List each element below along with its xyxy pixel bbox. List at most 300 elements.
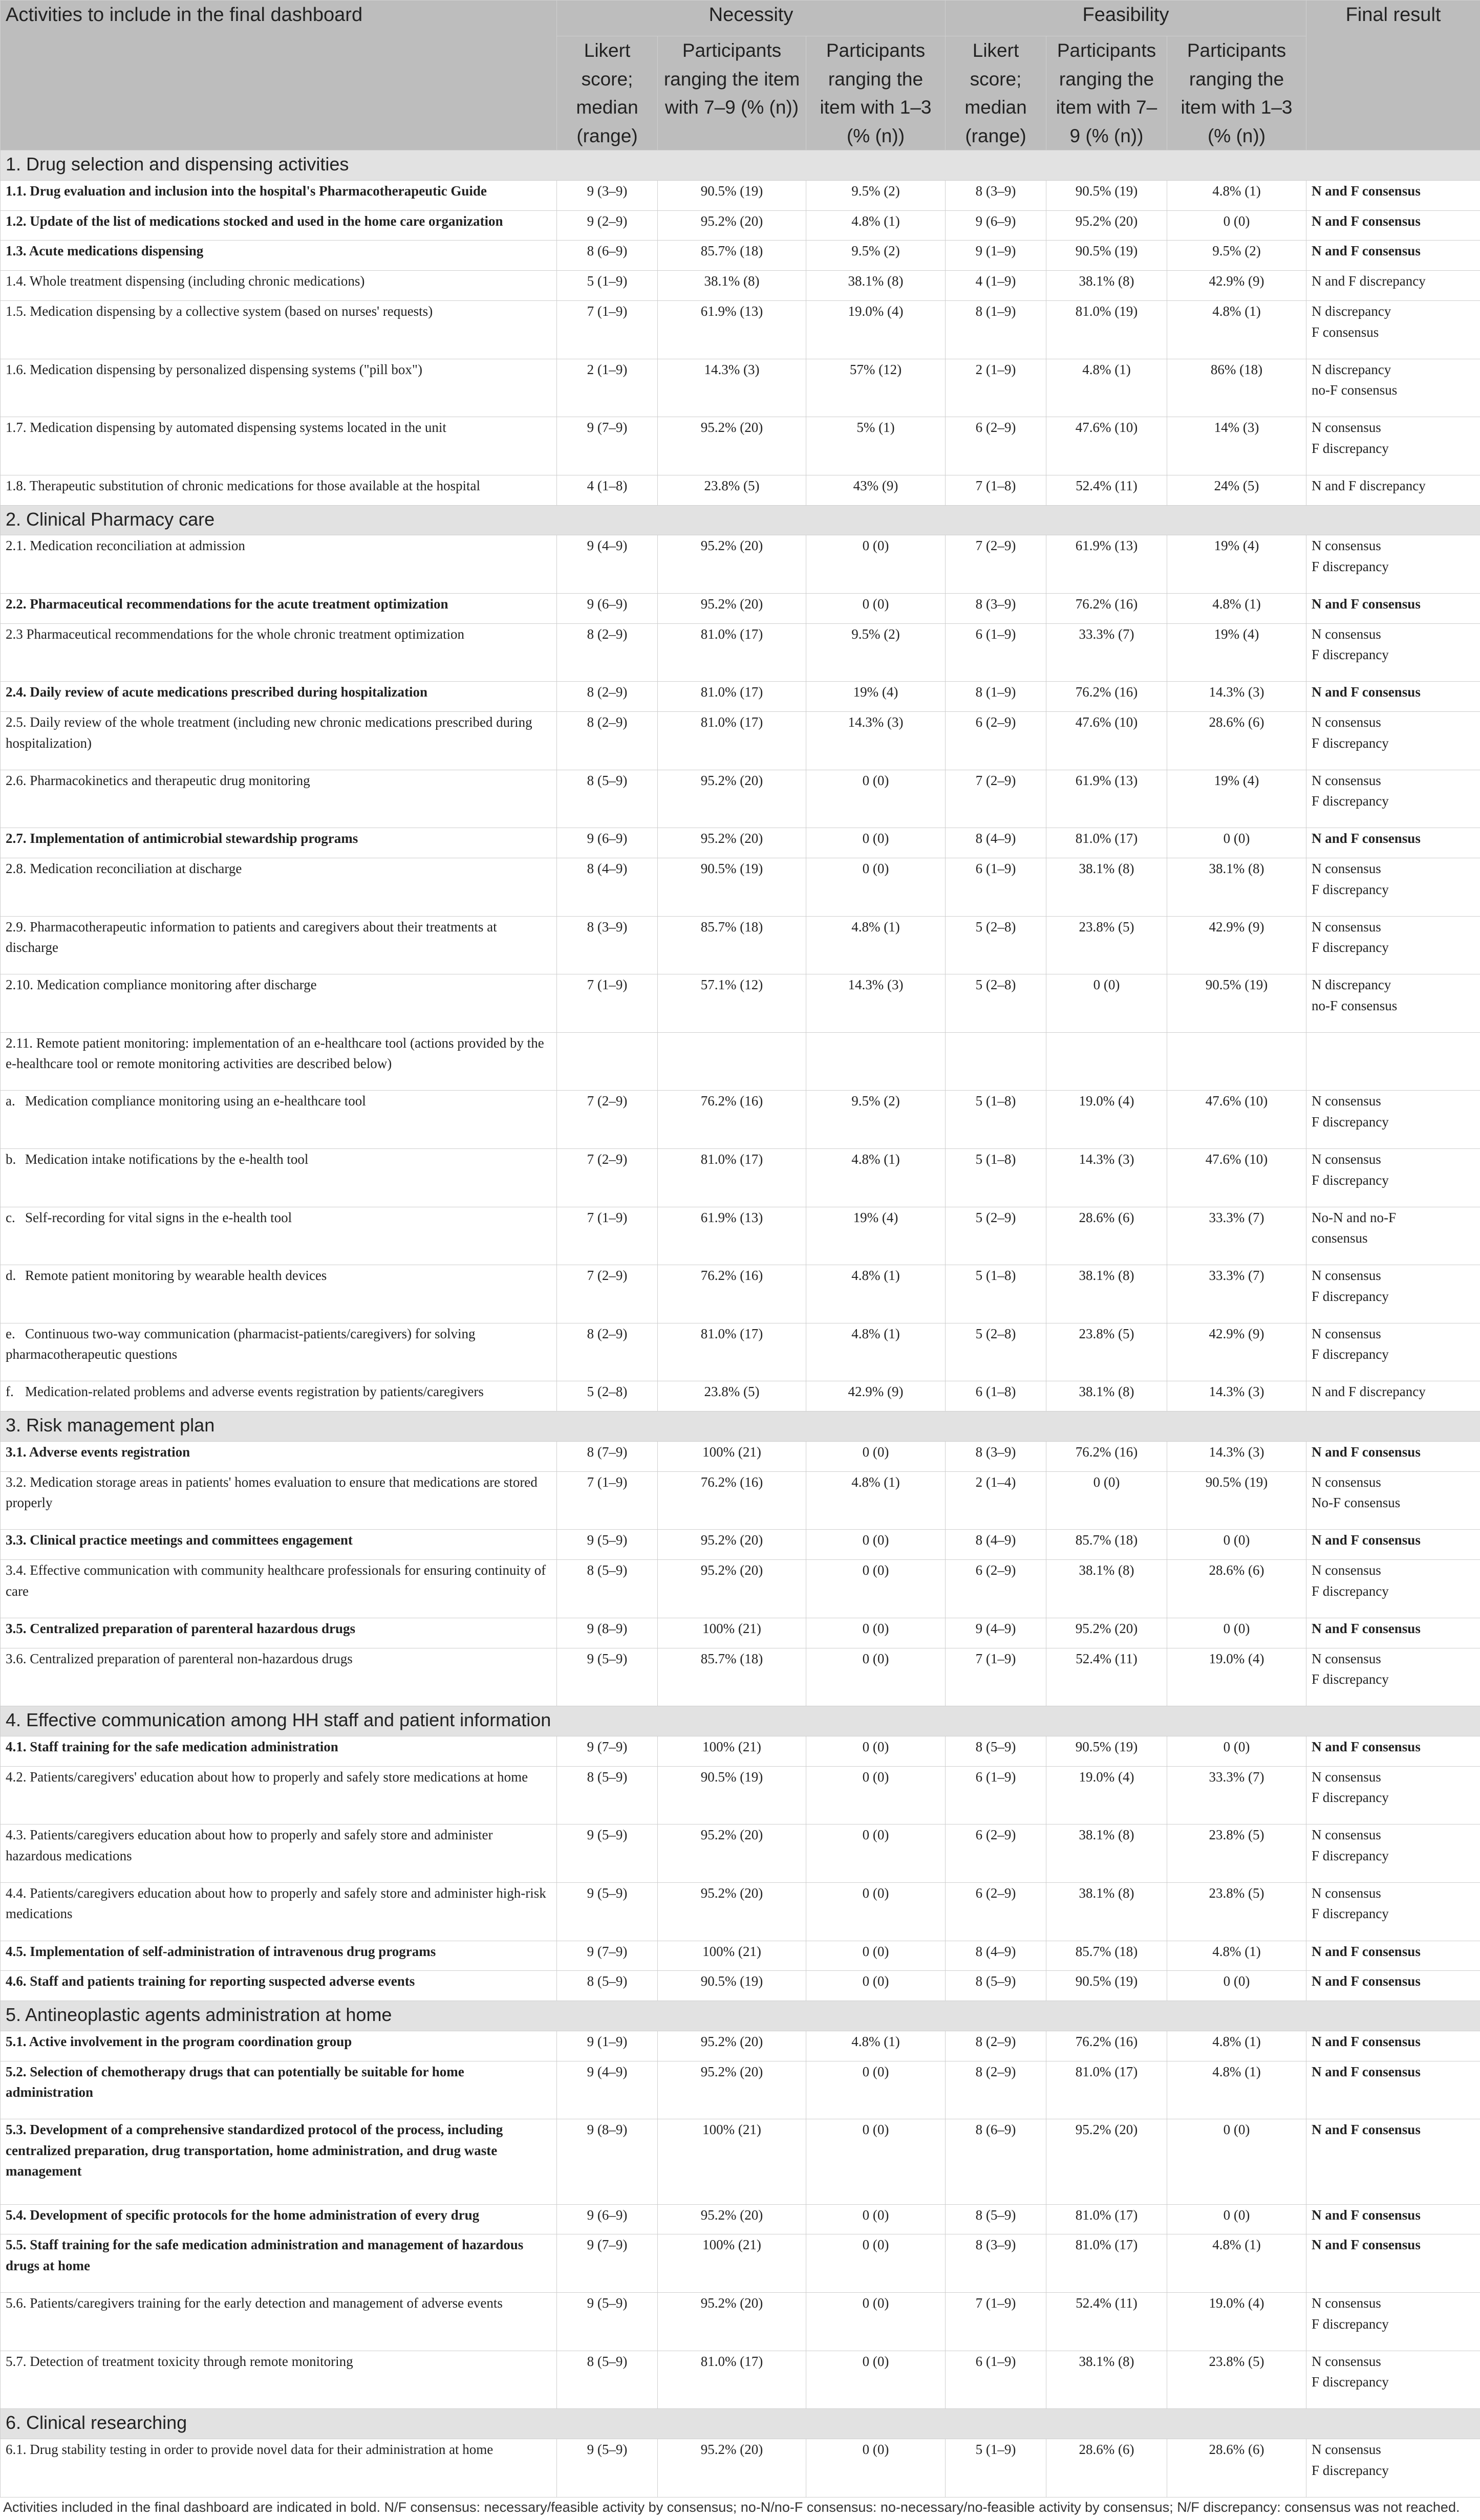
activity-cell <box>1 1442 557 1472</box>
necessity-1-3-cell: 0 (0) <box>806 828 946 858</box>
necessity-1-3-cell: 0 (0) <box>806 2293 946 2351</box>
final-result-cell <box>1306 301 1480 359</box>
feasibility-likert-cell: 6 (2–9) <box>946 1560 1046 1618</box>
feasibility-7-9-cell: 23.8% (5) <box>1046 1323 1167 1381</box>
final-result-line: F discrepancy <box>1312 647 1389 663</box>
feasibility-likert-cell: 2 (1–9) <box>946 359 1046 417</box>
final-result-cell <box>1306 1091 1480 1149</box>
activity-cell <box>1 1971 557 2001</box>
table-row <box>1 2351 1480 2409</box>
final-result-line: N discrepancy <box>1312 303 1391 319</box>
necessity-likert-cell: 9 (7–9) <box>557 1736 658 1766</box>
feasibility-1-3-cell: 42.9% (9) <box>1167 271 1306 301</box>
necessity-1-3-cell <box>806 1032 946 1091</box>
necessity-likert-cell: 2 (1–9) <box>557 359 658 417</box>
activity-text: 3.6. Centralized preparation of parenteral non-hazardous drugs <box>6 1650 353 1666</box>
necessity-7-9-cell: 38.1% (8) <box>658 271 806 301</box>
final-result-line: N and F consensus <box>1312 1620 1421 1636</box>
necessity-7-9-cell: 76.2% (16) <box>658 1265 806 1323</box>
necessity-likert-cell: 5 (1–9) <box>557 271 658 301</box>
table-row <box>1 2293 1480 2351</box>
activity-cell <box>1 417 557 475</box>
necessity-7-9-cell: 76.2% (16) <box>658 1471 806 1530</box>
necessity-1-3-cell: 0 (0) <box>806 1824 946 1883</box>
activity-text: Remote patient monitoring by wearable health devices <box>25 1268 327 1284</box>
final-result-line: F discrepancy <box>1312 881 1389 897</box>
necessity-7-9-cell: 95.2% (20) <box>658 2439 806 2497</box>
necessity-1-3-cell: 42.9% (9) <box>806 1381 946 1411</box>
necessity-7-9-cell: 81.0% (17) <box>658 623 806 682</box>
feasibility-7-9-cell: 61.9% (13) <box>1046 770 1167 828</box>
necessity-1-3-cell: 0 (0) <box>806 2061 946 2119</box>
table-row <box>1 2031 1480 2061</box>
feasibility-7-9-cell: 14.3% (3) <box>1046 1149 1167 1207</box>
feasibility-1-3-cell: 23.8% (5) <box>1167 1882 1306 1941</box>
necessity-likert-cell: 9 (1–9) <box>557 2031 658 2061</box>
activity-text: 2.8. Medication reconciliation at discharge <box>6 861 242 877</box>
activity-cell <box>1 1530 557 1560</box>
activity-text: 4.3. Patients/caregivers education about how to properly and safely store and administer hazardous medications <box>6 1827 493 1863</box>
final-result-cell <box>1306 180 1480 210</box>
necessity-likert-cell: 8 (2–9) <box>557 682 658 712</box>
final-result-cell <box>1306 1149 1480 1207</box>
necessity-likert-cell: 9 (6–9) <box>557 828 658 858</box>
necessity-likert-cell: 7 (1–9) <box>557 1207 658 1265</box>
feasibility-likert-cell: 8 (3–9) <box>946 2234 1046 2293</box>
activity-text: 5.4. Development of specific protocols for the home administration of every drug <box>6 2207 480 2223</box>
feasibility-1-3-cell: 33.3% (7) <box>1167 1265 1306 1323</box>
header-n-7-9: Participants ranging the item with 7–9 (% (n)) <box>658 36 806 150</box>
table-row <box>1 623 1480 682</box>
feasibility-likert-cell: 6 (2–9) <box>946 417 1046 475</box>
activity-text: 1.3. Acute medications dispensing <box>6 243 204 259</box>
necessity-1-3-cell: 4.8% (1) <box>806 2031 946 2061</box>
table-row <box>1 1618 1480 1648</box>
table-row <box>1 1882 1480 1941</box>
activity-text: 2.2. Pharmaceutical recommendations for the acute treatment optimization <box>6 596 448 612</box>
feasibility-1-3-cell: 24% (5) <box>1167 475 1306 505</box>
table-row <box>1 1471 1480 1530</box>
necessity-1-3-cell: 4.8% (1) <box>806 1265 946 1323</box>
necessity-7-9-cell: 14.3% (3) <box>658 359 806 417</box>
necessity-likert-cell: 9 (5–9) <box>557 1824 658 1883</box>
feasibility-likert-cell: 8 (4–9) <box>946 1941 1046 1971</box>
final-result-line: N and F consensus <box>1312 2207 1421 2223</box>
feasibility-7-9-cell: 81.0% (17) <box>1046 2204 1167 2234</box>
table-row <box>1 1381 1480 1411</box>
section-title: 4. Effective communication among HH staff and patient information <box>1 1706 1480 1736</box>
final-result-line: F discrepancy <box>1312 558 1389 574</box>
feasibility-7-9-cell <box>1046 1032 1167 1091</box>
feasibility-7-9-cell: 47.6% (10) <box>1046 712 1167 770</box>
necessity-7-9-cell: 81.0% (17) <box>658 712 806 770</box>
necessity-1-3-cell: 38.1% (8) <box>806 271 946 301</box>
final-result-line: No-F consensus <box>1312 1495 1401 1511</box>
necessity-7-9-cell: 81.0% (17) <box>658 1323 806 1381</box>
table-row <box>1 828 1480 858</box>
table-row <box>1 1648 1480 1706</box>
necessity-likert-cell: 9 (8–9) <box>557 2119 658 2204</box>
activity-cell <box>1 2439 557 2497</box>
feasibility-7-9-cell: 19.0% (4) <box>1046 1766 1167 1824</box>
final-result-line: N consensus <box>1312 2353 1381 2369</box>
necessity-likert-cell: 7 (1–9) <box>557 974 658 1033</box>
necessity-likert-cell: 4 (1–8) <box>557 475 658 505</box>
necessity-1-3-cell: 0 (0) <box>806 2234 946 2293</box>
activity-text: 2.7. Implementation of antimicrobial stewardship programs <box>6 831 358 846</box>
final-result-line: N and F consensus <box>1312 1532 1421 1548</box>
feasibility-likert-cell: 6 (1–9) <box>946 2351 1046 2409</box>
header-feasibility: Feasibility <box>946 1 1306 36</box>
activity-text: 1.5. Medication dispensing by a collective system (based on nurses' requests) <box>6 303 433 319</box>
necessity-1-3-cell: 4.8% (1) <box>806 1149 946 1207</box>
feasibility-7-9-cell: 90.5% (19) <box>1046 1736 1167 1766</box>
feasibility-7-9-cell: 38.1% (8) <box>1046 1882 1167 1941</box>
final-result-line: F discrepancy <box>1312 2462 1389 2478</box>
necessity-7-9-cell: 95.2% (20) <box>658 1882 806 1941</box>
activity-cell <box>1 2293 557 2351</box>
necessity-7-9-cell: 61.9% (13) <box>658 301 806 359</box>
activity-text: 6.1. Drug stability testing in order to provide novel data for their administration at home <box>6 2442 494 2458</box>
table-row <box>1 1824 1480 1883</box>
feasibility-likert-cell: 6 (1–8) <box>946 1381 1046 1411</box>
necessity-likert-cell: 8 (5–9) <box>557 1766 658 1824</box>
activity-cell <box>1 1766 557 1824</box>
final-result-cell <box>1306 712 1480 770</box>
header-final-result: Final result <box>1306 1 1480 150</box>
feasibility-7-9-cell: 90.5% (19) <box>1046 180 1167 210</box>
activity-text: 3.3. Clinical practice meetings and committees engagement <box>6 1532 353 1548</box>
final-result-line: No-N and no-F <box>1312 1209 1396 1225</box>
necessity-1-3-cell: 0 (0) <box>806 2119 946 2204</box>
feasibility-1-3-cell: 4.8% (1) <box>1167 2061 1306 2119</box>
necessity-likert-cell: 8 (2–9) <box>557 712 658 770</box>
feasibility-1-3-cell: 14.3% (3) <box>1167 1442 1306 1472</box>
activity-text: 3.1. Adverse events registration <box>6 1444 190 1460</box>
final-result-cell <box>1306 828 1480 858</box>
final-result-line: F discrepancy <box>1312 1671 1389 1687</box>
feasibility-likert-cell <box>946 1032 1046 1091</box>
activity-cell <box>1 210 557 241</box>
table-row <box>1 417 1480 475</box>
necessity-1-3-cell: 19% (4) <box>806 1207 946 1265</box>
necessity-1-3-cell: 9.5% (2) <box>806 623 946 682</box>
final-result-line: F discrepancy <box>1312 1346 1389 1362</box>
feasibility-likert-cell: 8 (1–9) <box>946 301 1046 359</box>
table-row <box>1 974 1480 1033</box>
final-result-cell <box>1306 682 1480 712</box>
feasibility-1-3-cell: 0 (0) <box>1167 1530 1306 1560</box>
activity-cell <box>1 271 557 301</box>
feasibility-1-3-cell: 19% (4) <box>1167 535 1306 594</box>
necessity-7-9-cell: 100% (21) <box>658 1736 806 1766</box>
feasibility-1-3-cell: 9.5% (2) <box>1167 241 1306 271</box>
activity-text: 1.7. Medication dispensing by automated dispensing systems located in the unit <box>6 420 446 436</box>
necessity-7-9-cell: 95.2% (20) <box>658 1560 806 1618</box>
activity-cell <box>1 1471 557 1530</box>
feasibility-1-3-cell: 19.0% (4) <box>1167 2293 1306 2351</box>
final-result-line: N and F consensus <box>1312 2122 1421 2138</box>
final-result-line: N and F consensus <box>1312 831 1421 846</box>
activity-text: 4.2. Patients/caregivers' education about how to properly and safely store medications at home <box>6 1769 528 1785</box>
necessity-likert-cell: 9 (7–9) <box>557 417 658 475</box>
final-result-cell <box>1306 1882 1480 1941</box>
necessity-7-9-cell: 95.2% (20) <box>658 1530 806 1560</box>
final-result-line: F discrepancy <box>1312 2374 1389 2390</box>
activity-text: 4.4. Patients/caregivers education about how to properly and safely store and administer high-risk medications <box>6 1885 546 1922</box>
activity-text: 4.5. Implementation of self-administration of intravenous drug programs <box>6 1943 436 1959</box>
activity-text: 3.2. Medication storage areas in patients' homes evaluation to ensure that medications are stored properly <box>6 1474 538 1511</box>
necessity-1-3-cell: 9.5% (2) <box>806 1091 946 1149</box>
table-row <box>1 858 1480 917</box>
sub-item-letter: e. <box>6 1326 15 1341</box>
necessity-1-3-cell: 0 (0) <box>806 1618 946 1648</box>
final-result-cell <box>1306 1618 1480 1648</box>
necessity-1-3-cell: 0 (0) <box>806 858 946 917</box>
feasibility-1-3-cell: 4.8% (1) <box>1167 594 1306 624</box>
feasibility-1-3-cell: 86% (18) <box>1167 359 1306 417</box>
feasibility-likert-cell: 2 (1–4) <box>946 1471 1046 1530</box>
activity-cell <box>1 2119 557 2204</box>
final-result-line: F discrepancy <box>1312 1114 1389 1129</box>
table-row <box>1 594 1480 624</box>
final-result-cell <box>1306 1971 1480 2001</box>
header-f-7-9: Participants ranging the item with 7–9 (% (n)) <box>1046 36 1167 150</box>
section-row <box>1 2001 1480 2031</box>
activity-cell <box>1 594 557 624</box>
section-row <box>1 1411 1480 1442</box>
final-result-line: N consensus <box>1312 1152 1381 1167</box>
feasibility-1-3-cell: 0 (0) <box>1167 1736 1306 1766</box>
final-result-cell <box>1306 1032 1480 1091</box>
activity-cell <box>1 1618 557 1648</box>
table-row <box>1 241 1480 271</box>
activity-cell <box>1 2061 557 2119</box>
feasibility-1-3-cell: 42.9% (9) <box>1167 916 1306 974</box>
activity-cell <box>1 535 557 594</box>
feasibility-likert-cell: 5 (1–8) <box>946 1149 1046 1207</box>
activity-text: 1.2. Update of the list of medications stocked and used in the home care organization <box>6 213 503 229</box>
final-result-line: N and F consensus <box>1312 1973 1421 1989</box>
final-result-line: N and F consensus <box>1312 1943 1421 1959</box>
necessity-likert-cell: 7 (2–9) <box>557 1091 658 1149</box>
table-row <box>1 2234 1480 2293</box>
necessity-7-9-cell: 100% (21) <box>658 2234 806 2293</box>
final-result-cell <box>1306 2031 1480 2061</box>
final-result-line: F consensus <box>1312 324 1379 340</box>
final-result-line: F discrepancy <box>1312 1906 1389 1922</box>
feasibility-1-3-cell: 28.6% (6) <box>1167 712 1306 770</box>
final-result-line: consensus <box>1312 1230 1368 1246</box>
final-result-line: N consensus <box>1312 1562 1381 1578</box>
activity-cell <box>1 1560 557 1618</box>
feasibility-likert-cell: 9 (6–9) <box>946 210 1046 241</box>
activity-text: 4.1. Staff training for the safe medication administration <box>6 1739 338 1754</box>
final-result-line: F discrepancy <box>1312 1583 1389 1599</box>
necessity-likert-cell: 7 (1–9) <box>557 1471 658 1530</box>
feasibility-likert-cell: 6 (2–9) <box>946 1824 1046 1883</box>
table-body <box>1 150 1480 2497</box>
necessity-likert-cell: 9 (2–9) <box>557 210 658 241</box>
activity-cell <box>1 475 557 505</box>
feasibility-7-9-cell: 95.2% (20) <box>1046 2119 1167 2204</box>
feasibility-7-9-cell: 28.6% (6) <box>1046 2439 1167 2497</box>
necessity-7-9-cell: 95.2% (20) <box>658 2061 806 2119</box>
feasibility-1-3-cell: 0 (0) <box>1167 1618 1306 1648</box>
table-row <box>1 1091 1480 1149</box>
feasibility-1-3-cell: 0 (0) <box>1167 210 1306 241</box>
final-result-line: N and F discrepancy <box>1312 273 1426 289</box>
final-result-line: N and F consensus <box>1312 183 1421 199</box>
final-result-cell <box>1306 1766 1480 1824</box>
feasibility-7-9-cell: 85.7% (18) <box>1046 1941 1167 1971</box>
feasibility-7-9-cell: 0 (0) <box>1046 974 1167 1033</box>
final-result-cell <box>1306 2234 1480 2293</box>
activity-cell <box>1 2204 557 2234</box>
feasibility-1-3-cell: 14% (3) <box>1167 417 1306 475</box>
feasibility-likert-cell: 8 (2–9) <box>946 2031 1046 2061</box>
activity-text: 2.5. Daily review of the whole treatment (including new chronic medications prescribed during hospitalization) <box>6 714 532 751</box>
necessity-7-9-cell: 81.0% (17) <box>658 682 806 712</box>
feasibility-7-9-cell: 38.1% (8) <box>1046 1560 1167 1618</box>
final-result-cell <box>1306 594 1480 624</box>
final-result-cell <box>1306 241 1480 271</box>
necessity-1-3-cell: 14.3% (3) <box>806 712 946 770</box>
necessity-1-3-cell: 43% (9) <box>806 475 946 505</box>
activity-text: 2.11. Remote patient monitoring: implementation of an e-healthcare tool (actions provided by the e-healthcare tool or remote monitoring activities are described below) <box>6 1035 544 1072</box>
final-result-line: F discrepancy <box>1312 1172 1389 1188</box>
feasibility-likert-cell: 4 (1–9) <box>946 271 1046 301</box>
feasibility-1-3-cell: 47.6% (10) <box>1167 1149 1306 1207</box>
feasibility-1-3-cell: 33.3% (7) <box>1167 1207 1306 1265</box>
sub-item-letter: a. <box>6 1093 15 1109</box>
final-result-line: F discrepancy <box>1312 940 1389 955</box>
necessity-7-9-cell: 61.9% (13) <box>658 1207 806 1265</box>
activity-text: 2.10. Medication compliance monitoring after discharge <box>6 977 317 993</box>
activity-text: 2.1. Medication reconciliation at admission <box>6 538 245 554</box>
table-row <box>1 2204 1480 2234</box>
table-row <box>1 1736 1480 1766</box>
feasibility-7-9-cell: 81.0% (17) <box>1046 2061 1167 2119</box>
feasibility-7-9-cell: 95.2% (20) <box>1046 210 1167 241</box>
feasibility-likert-cell: 5 (1–8) <box>946 1265 1046 1323</box>
final-result-line: F discrepancy <box>1312 440 1389 456</box>
necessity-7-9-cell <box>658 1032 806 1091</box>
section-row <box>1 1706 1480 1736</box>
activity-cell <box>1 1149 557 1207</box>
necessity-1-3-cell: 0 (0) <box>806 1736 946 1766</box>
activity-text: 3.5. Centralized preparation of parenteral hazardous drugs <box>6 1620 355 1636</box>
table-row <box>1 1941 1480 1971</box>
final-result-line: N consensus <box>1312 538 1381 554</box>
table-row <box>1 1530 1480 1560</box>
feasibility-likert-cell: 8 (4–9) <box>946 828 1046 858</box>
necessity-7-9-cell: 23.8% (5) <box>658 1381 806 1411</box>
final-result-cell <box>1306 2439 1480 2497</box>
header-activities: Activities to include in the final dashboard <box>1 1 557 150</box>
final-result-line: F discrepancy <box>1312 2316 1389 2332</box>
necessity-likert-cell: 7 (2–9) <box>557 1149 658 1207</box>
sub-item-letter: d. <box>6 1268 16 1284</box>
final-result-line: N and F consensus <box>1312 2237 1421 2253</box>
feasibility-likert-cell: 8 (5–9) <box>946 1736 1046 1766</box>
activity-cell <box>1 2351 557 2409</box>
final-result-cell <box>1306 2351 1480 2409</box>
final-result-cell <box>1306 770 1480 828</box>
necessity-1-3-cell: 5% (1) <box>806 417 946 475</box>
necessity-likert-cell: 9 (7–9) <box>557 2234 658 2293</box>
activity-cell <box>1 974 557 1033</box>
table-row <box>1 916 1480 974</box>
table-row <box>1 359 1480 417</box>
necessity-7-9-cell: 90.5% (19) <box>658 1971 806 2001</box>
necessity-likert-cell: 8 (5–9) <box>557 1971 658 2001</box>
table-row <box>1 2119 1480 2204</box>
final-result-cell <box>1306 417 1480 475</box>
necessity-7-9-cell: 95.2% (20) <box>658 210 806 241</box>
table-row <box>1 535 1480 594</box>
feasibility-7-9-cell: 81.0% (17) <box>1046 828 1167 858</box>
final-result-line: N and F consensus <box>1312 243 1421 259</box>
sub-item-letter: c. <box>6 1209 15 1225</box>
feasibility-likert-cell: 7 (1–8) <box>946 475 1046 505</box>
necessity-1-3-cell: 4.8% (1) <box>806 1323 946 1381</box>
feasibility-likert-cell: 6 (1–9) <box>946 623 1046 682</box>
feasibility-likert-cell: 8 (3–9) <box>946 1442 1046 1472</box>
necessity-7-9-cell: 100% (21) <box>658 1618 806 1648</box>
activity-cell <box>1 1941 557 1971</box>
feasibility-7-9-cell: 52.4% (11) <box>1046 475 1167 505</box>
feasibility-likert-cell: 6 (1–9) <box>946 858 1046 917</box>
activity-text: 5.5. Staff training for the safe medication administration and management of hazardous drugs at home <box>6 2237 524 2273</box>
sub-item-letter: b. <box>6 1152 16 1167</box>
necessity-1-3-cell: 0 (0) <box>806 535 946 594</box>
necessity-1-3-cell: 0 (0) <box>806 2351 946 2409</box>
necessity-7-9-cell: 90.5% (19) <box>658 1766 806 1824</box>
feasibility-likert-cell: 5 (2–8) <box>946 1323 1046 1381</box>
final-result-line: N consensus <box>1312 861 1381 877</box>
feasibility-7-9-cell: 52.4% (11) <box>1046 2293 1167 2351</box>
feasibility-likert-cell: 9 (4–9) <box>946 1618 1046 1648</box>
table-footnote: Activities included in the final dashboard are indicated in bold. N/F consensus: necessary/feasible activity by consensus; no-N/no-F consensus: no-necessary/no-feasible activity by consensus; N/F discrepancy: consensus was not reached. <box>3 2500 1460 2515</box>
necessity-likert-cell: 9 (3–9) <box>557 180 658 210</box>
activity-cell <box>1 1032 557 1091</box>
feasibility-1-3-cell: 4.8% (1) <box>1167 2031 1306 2061</box>
feasibility-1-3-cell: 42.9% (9) <box>1167 1323 1306 1381</box>
activity-text: Medication compliance monitoring using an e-healthcare tool <box>25 1093 366 1109</box>
final-result-cell <box>1306 1530 1480 1560</box>
header-n-1-3: Participants ranging the item with 1–3 (% (n)) <box>806 36 946 150</box>
activity-text: 2.6. Pharmacokinetics and therapeutic drug monitoring <box>6 772 310 788</box>
final-result-line: N consensus <box>1312 1474 1381 1490</box>
table-row <box>1 1207 1480 1265</box>
necessity-1-3-cell: 0 (0) <box>806 2439 946 2497</box>
section-row <box>1 150 1480 181</box>
feasibility-1-3-cell: 4.8% (1) <box>1167 1941 1306 1971</box>
feasibility-7-9-cell: 38.1% (8) <box>1046 1824 1167 1883</box>
final-result-cell <box>1306 210 1480 241</box>
final-result-cell <box>1306 1648 1480 1706</box>
table-row <box>1 210 1480 241</box>
activity-cell <box>1 623 557 682</box>
feasibility-7-9-cell: 76.2% (16) <box>1046 682 1167 712</box>
necessity-likert-cell: 5 (2–8) <box>557 1381 658 1411</box>
final-result-line: N consensus <box>1312 919 1381 935</box>
activity-text: 1.6. Medication dispensing by personalized dispensing systems ("pill box") <box>6 361 422 377</box>
activity-cell <box>1 1381 557 1411</box>
necessity-likert-cell: 9 (6–9) <box>557 2204 658 2234</box>
activity-text: 5.7. Detection of treatment toxicity through remote monitoring <box>6 2353 353 2369</box>
